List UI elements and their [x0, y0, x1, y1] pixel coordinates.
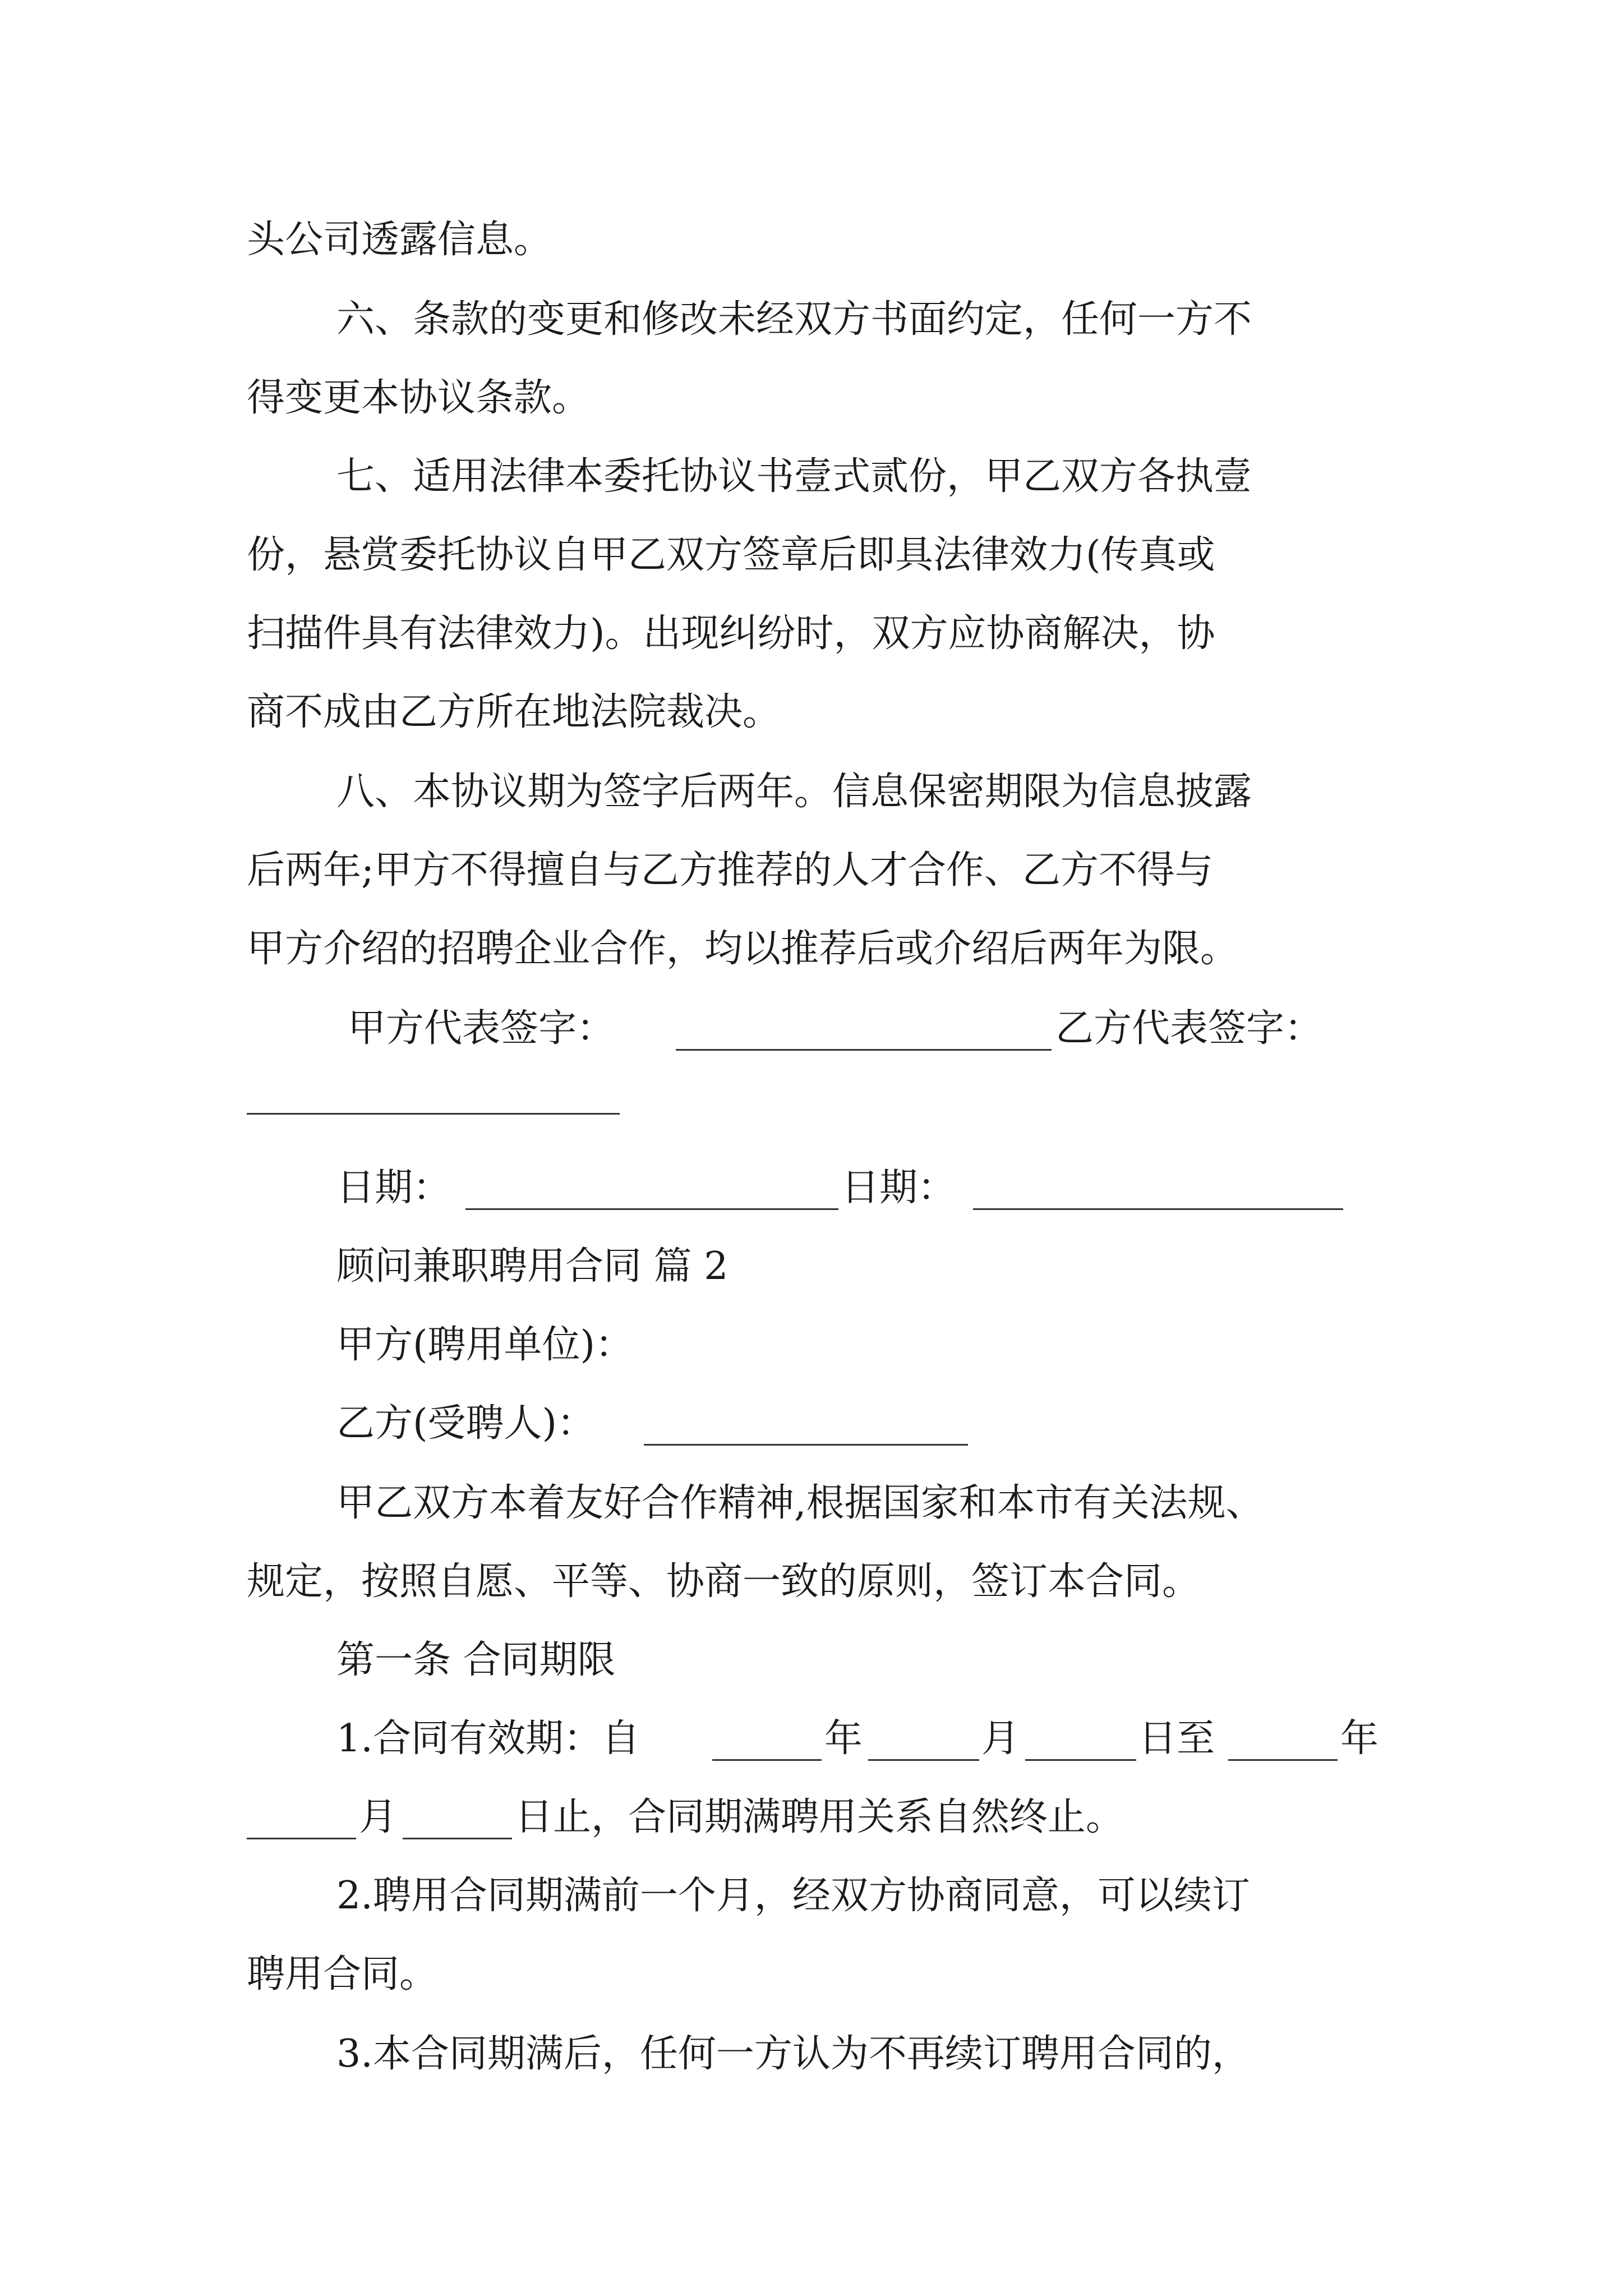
end-year-label: 年 — [1340, 1717, 1379, 1761]
date-blank-a — [465, 1171, 838, 1210]
date-label-b: 日期： — [841, 1166, 956, 1210]
start-year-blank — [712, 1722, 822, 1761]
paragraph-line: 2.聘用合同期满前一个月，经双方协商同意，可以续订 — [336, 1874, 1250, 1918]
paragraph-line: 聘用合同。 — [247, 1952, 438, 1996]
end-month-blank — [247, 1801, 356, 1839]
employee-blank — [644, 1407, 968, 1446]
signature-label-a: 甲方代表签字： — [348, 1006, 615, 1051]
paragraph-line: 六、条款的变更和修改未经双方书面约定，任何一方不 — [336, 297, 1252, 342]
paragraph-line: 后两年;甲方不得擅自与乙方推荐的人才合作、乙方不得与 — [247, 848, 1213, 892]
end-year-blank — [1228, 1722, 1338, 1761]
paragraph-line: 头公司透露信息。 — [247, 218, 552, 262]
paragraph-line: 商不成由乙方所在地法院裁决。 — [247, 690, 781, 734]
paragraph-line: 得变更本协议条款。 — [247, 376, 591, 420]
day-to-label: 日至 — [1138, 1717, 1215, 1761]
paragraph-line: 份，悬赏委托协议自甲乙双方签章后即具法律效力(传真或 — [247, 533, 1215, 577]
month-label: 月 — [981, 1717, 1020, 1761]
section-title: 顾问兼职聘用合同 篇 2 — [336, 1244, 728, 1289]
year-label: 年 — [824, 1717, 863, 1761]
day-end-label: 日止， — [515, 1795, 630, 1839]
start-day-blank — [1025, 1722, 1136, 1761]
paragraph-line: 七、适用法律本委托协议书壹式贰份，甲乙双方各执壹 — [336, 454, 1252, 499]
paragraph-line: 3.本合同期满后，任何一方认为不再续订聘用合同的， — [336, 2032, 1250, 2076]
signature-blank-b — [247, 1076, 620, 1115]
term-suffix: 合同期满聘用关系自然终止。 — [628, 1795, 1124, 1839]
employee-label: 乙方(受聘人)： — [336, 1401, 596, 1446]
article-title: 第一条 合同期限 — [336, 1638, 616, 1682]
signature-blank-a — [676, 1012, 1052, 1051]
paragraph-line: 甲方介绍的招聘企业合作，均以推荐后或介绍后两年为限。 — [247, 927, 1239, 971]
end-month-label: 月 — [359, 1795, 398, 1839]
paragraph-line: 甲乙双方本着友好合作精神,根据国家和本市有关法规、 — [336, 1481, 1264, 1525]
signature-label-b: 乙方代表签字： — [1055, 1006, 1323, 1051]
start-month-blank — [868, 1722, 979, 1761]
employer-label: 甲方(聘用单位)： — [336, 1323, 634, 1367]
date-blank-b — [973, 1171, 1343, 1210]
paragraph-line: 扫描件具有法律效力)。出现纠纷时，双方应协商解决，协 — [247, 611, 1215, 656]
paragraph-line: 规定，按照自愿、平等、协商一致的原则，签订本合同。 — [247, 1559, 1201, 1604]
date-label-a: 日期： — [336, 1166, 451, 1210]
paragraph-line: 八、本协议期为签字后两年。信息保密期限为信息披露 — [336, 770, 1252, 814]
term-prefix: 1.合同有效期：自 — [336, 1717, 640, 1761]
end-day-blank — [403, 1801, 512, 1839]
